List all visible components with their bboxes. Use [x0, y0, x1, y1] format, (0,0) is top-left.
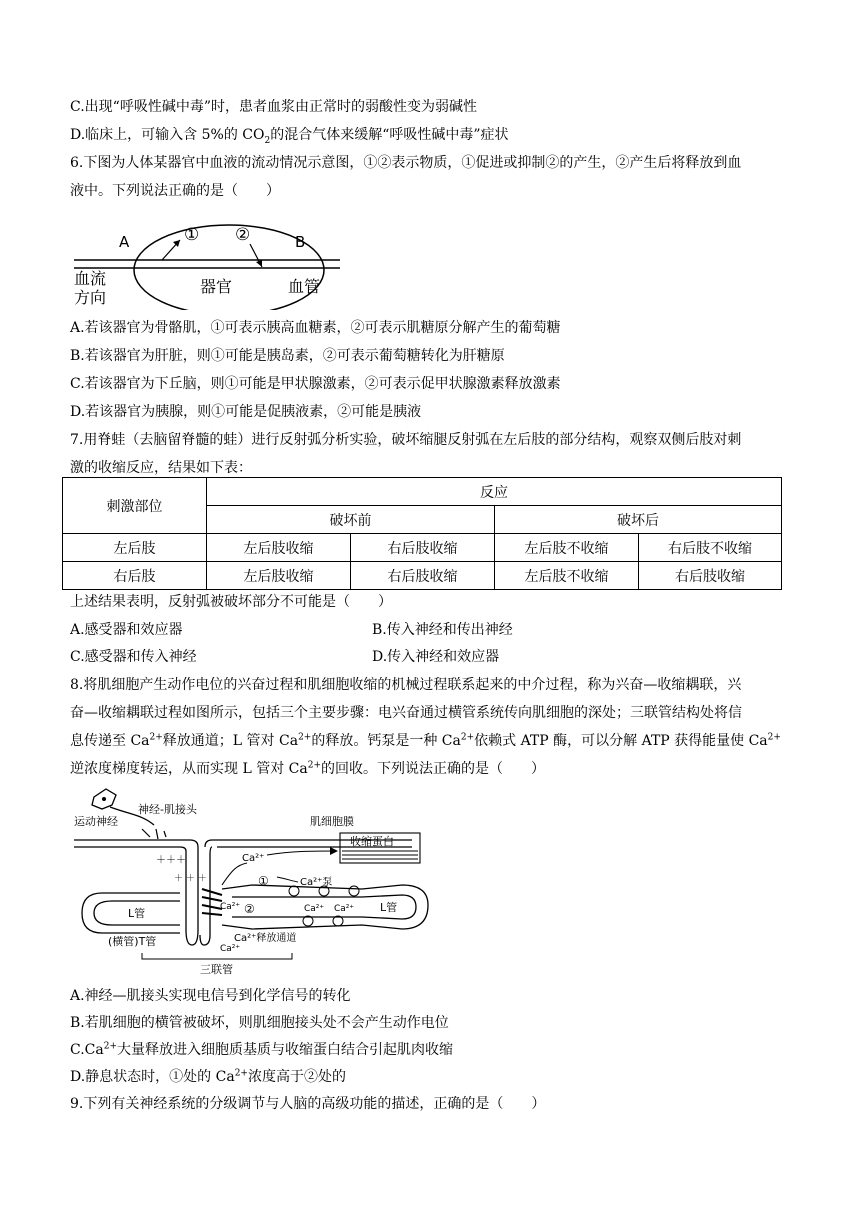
q6-option-a: A.若该器官为骨骼肌，①可表示胰高血糖素，②可表示肌糖原分解产生的葡萄糖 — [70, 320, 561, 336]
plus-marks: ＋＋＋ — [156, 855, 186, 866]
l-tube-left-label: L管 — [128, 907, 146, 920]
q8-stem-1: 8.将肌细胞产生动作电位的兴奋过程和肌细胞收缩的机械过程联系起来的中介过程，称为兴奋—收缩耦联，兴 — [70, 677, 742, 693]
circle-2: ② — [235, 225, 251, 245]
label-b: B — [295, 233, 306, 251]
nerve-terminal — [142, 829, 166, 839]
q6-organ-figure — [72, 210, 342, 310]
ca-release-arrow — [222, 863, 247, 885]
table-cell: 左后肢收缩 — [207, 562, 351, 590]
q5-d-post: 的混合气体来缓解“呼吸性碱中毒”症状 — [270, 127, 509, 143]
q6-option-d: D.若该器官为胰腺，则①可能是促胰液素，②可能是胰液 — [70, 404, 422, 420]
ca-label: Ca²⁺ — [242, 853, 265, 864]
circle-2-label: ② — [244, 902, 255, 916]
q7-option-a: A.感受器和效应器 — [70, 622, 183, 638]
triad-label: 三联管 — [200, 963, 233, 976]
q9-stem: 9.下列有关神经系统的分级调节与人脑的高级功能的描述，正确的是（ ） — [70, 1096, 546, 1112]
table-row — [63, 478, 782, 506]
q5-option-c: C.出现“呼吸性碱中毒”时，患者血浆由正常时的弱酸性变为弱碱性 — [70, 99, 477, 115]
q8-stem-4 — [70, 759, 545, 779]
q7-followup: 上述结果表明，反射弧被破坏部分不可能是（ ） — [70, 594, 392, 610]
motor-nerve-label: 运动神经 — [74, 815, 118, 828]
q7-option-c: C.感受器和传入神经 — [70, 649, 197, 665]
table-cell: 左后肢不收缩 — [495, 562, 639, 590]
table-cell: 右后肢收缩 — [639, 562, 782, 590]
header-before: 破坏前 — [207, 506, 495, 534]
text-run: 浓度高于②处的 — [247, 1069, 346, 1085]
release-channels — [202, 889, 222, 915]
header-site: 刺激部位 — [63, 478, 207, 534]
ca-pump — [289, 886, 299, 896]
superscript: 2+ — [307, 760, 321, 771]
triad-bracket — [142, 953, 292, 959]
header-after: 破坏后 — [495, 506, 782, 534]
nmj-label: 神经-肌接头 — [138, 803, 197, 816]
q7-option-d: D.传入神经和效应器 — [372, 649, 500, 665]
ca-inside-3: Ca²⁺ — [220, 902, 241, 912]
circle-1: ① — [184, 225, 200, 245]
q6-stem-1: 6.下图为人体某器官中血液的流动情况示意图，①②表示物质，①促进或抑制②的产生，②产生后将释放到血 — [70, 155, 742, 171]
muscle-membrane-right — [200, 840, 412, 945]
q8-option-b: B.若肌细胞的横管被破坏，则肌细胞接头处不会产生动作电位 — [70, 1015, 449, 1031]
header-reaction: 反应 — [207, 478, 782, 506]
organ-label: 器官 — [200, 277, 233, 296]
vessel-label: 血管 — [288, 277, 321, 296]
table-cell: 右后肢收缩 — [351, 562, 495, 590]
q6-stem-2: 液中。下列说法正确的是（ ） — [70, 183, 280, 199]
superscript: 2+ — [149, 732, 163, 743]
q8-triad-figure — [72, 785, 442, 980]
text-run: 息传递至 Ca — [70, 733, 150, 749]
pump-arrow — [277, 877, 298, 882]
label-a: A — [119, 233, 130, 251]
q6-option-b: B.若该器官为肝脏，则①可能是胰岛素，②可表示葡萄糖转化为肝糖原 — [70, 348, 505, 364]
q7-option-b: B.传入神经和传出神经 — [372, 622, 513, 638]
table-row — [63, 562, 782, 590]
table-cell: 右后肢 — [63, 562, 207, 590]
table-cell: 左后肢 — [63, 534, 207, 562]
arrow-2-head — [256, 260, 262, 267]
ca-inside: Ca²⁺ — [304, 904, 325, 914]
pump-label: Ca²⁺泵 — [300, 877, 333, 888]
q8-option-c — [70, 1040, 453, 1060]
t-tube-label: (横管)T管 — [108, 935, 157, 948]
neuron-nucleus — [102, 797, 106, 801]
text-run: 的回收。下列说法正确的是（ ） — [321, 761, 545, 777]
membrane-label: 肌细胞膜 — [310, 815, 354, 828]
superscript: 2+ — [767, 732, 781, 743]
table-cell: 左后肢收缩 — [207, 534, 351, 562]
superscript: 2+ — [460, 732, 475, 743]
arrow-head — [330, 847, 338, 855]
q5-d-sub: 2 — [264, 135, 271, 146]
ca-pump — [349, 886, 359, 896]
l-tube-right-label: L管 — [380, 901, 398, 914]
superscript: 2+ — [234, 1068, 248, 1079]
circle-1-label: ① — [258, 874, 269, 888]
q8-option-a: A.神经—肌接头实现电信号到化学信号的转化 — [70, 988, 351, 1004]
text-run: 逆浓度梯度转运，从而实现 L 管对 Ca — [70, 761, 308, 777]
q5-d-pre: D.临床上，可输入含 5%的 CO — [70, 127, 265, 143]
text-run: 释放通道；L 管对 Ca — [162, 733, 299, 749]
table-cell: 右后肢收缩 — [351, 534, 495, 562]
q5-option-d — [70, 125, 509, 145]
text-run: 大量释放进入细胞质基质与收缩蛋白结合引起肌肉收缩 — [117, 1042, 454, 1058]
superscript: 2+ — [103, 1041, 118, 1052]
q7-stem-2: 激的收缩反应，结果如下表： — [70, 460, 252, 476]
text-run: 的释放。钙泵是一种 Ca — [311, 733, 461, 749]
q8-option-d — [70, 1067, 346, 1087]
q8-stem-3 — [70, 731, 781, 751]
ca-channel-below: Ca²⁺ — [220, 944, 241, 954]
channel-label: Ca²⁺释放通道 — [234, 933, 297, 944]
table-row — [63, 534, 782, 562]
ca-inside-2: Ca²⁺ — [334, 904, 355, 914]
q6-option-c: C.若该器官为下丘脑，则①可能是甲状腺激素，②可表示促甲状腺激素释放激素 — [70, 376, 561, 392]
ca-to-protein-arrow — [267, 851, 334, 855]
table-cell: 左后肢不收缩 — [495, 534, 639, 562]
text-run: C.Ca — [70, 1042, 104, 1058]
text-run: 依赖式 ATP 酶，可以分解 ATP 获得能量使 Ca — [474, 733, 768, 749]
contractile-label: 收缩蛋白 — [350, 835, 394, 848]
text-run: D.静息状态时，①处的 Ca — [70, 1069, 235, 1085]
q8-stem-2: 奋—收缩耦联过程如图所示，包括三个主要步骤：电兴奋通过横管系统传向肌细胞的深处；三联管结构处将信 — [70, 705, 742, 721]
blood-flow-2: 方向 — [74, 288, 107, 307]
superscript: 2+ — [298, 732, 312, 743]
blood-flow-1: 血流 — [74, 269, 107, 288]
plus-marks-2: ＋ ＋ ＋ — [174, 874, 207, 884]
q7-result-table — [62, 477, 782, 590]
q7-stem-1: 7.用脊蛙（去脑留脊髓的蛙）进行反射弧分析实验，破坏缩腿反射弧在左后肢的部分结构，观察双侧后肢对刺 — [70, 432, 742, 448]
table-cell: 右后肢不收缩 — [639, 534, 782, 562]
